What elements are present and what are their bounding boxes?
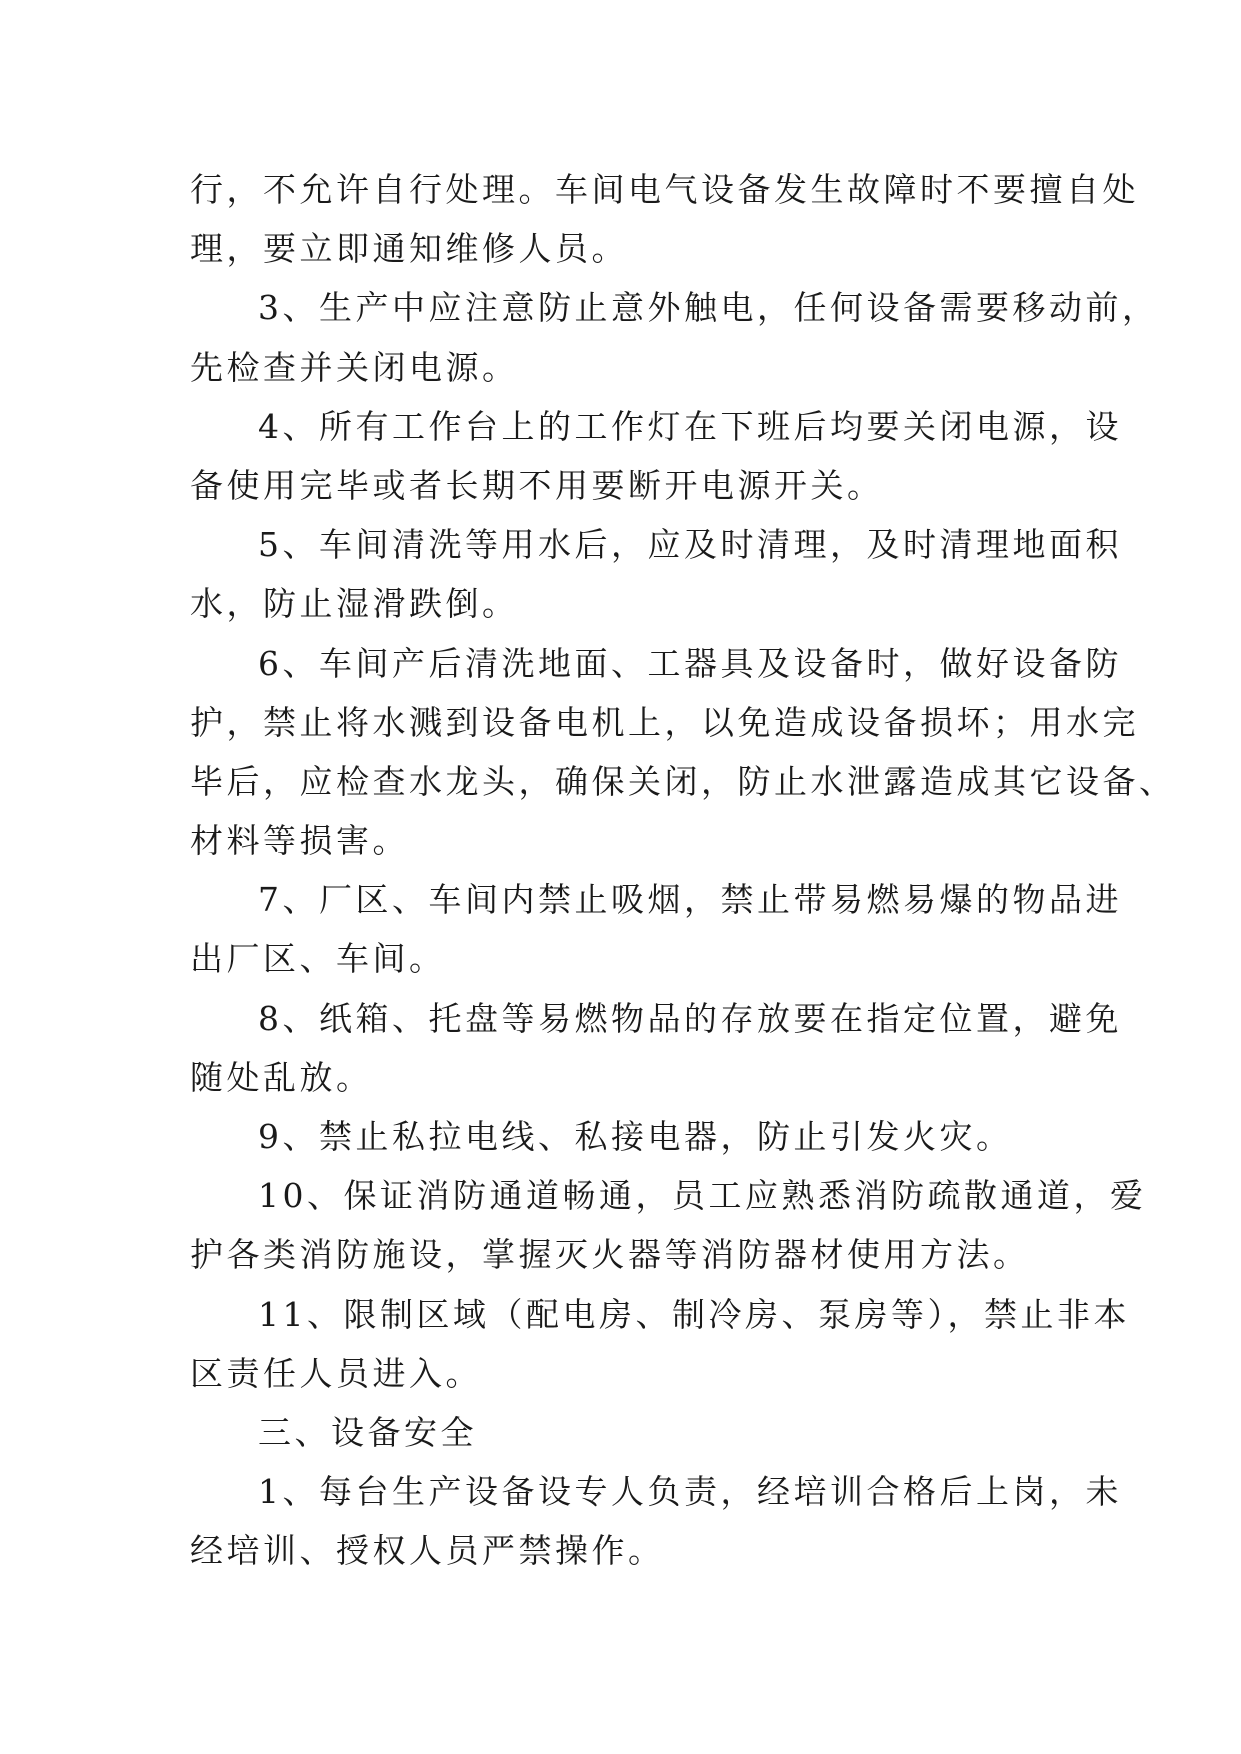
text-line: 备使用完毕或者长期不用要断开电源开关。 [190, 465, 884, 505]
text-line: 9、禁止私拉电线、私接电器，防止引发火灾。 [258, 1117, 1013, 1156]
text-line: 区责任人员进入。 [190, 1353, 482, 1393]
text-line: 10、保证消防通道畅通，员工应熟悉消防疏散通道，爱 [258, 1176, 1147, 1216]
text-line: 毕后，应检查水龙头，确保关闭，防止水泄露造成其它设备、 [190, 761, 1176, 801]
document-body [190, 160, 1176, 1581]
text-line: 11、限制区域（配电房、制冷房、泵房等），禁止非本 [258, 1294, 1130, 1334]
text-line: 理，要立即通知维修人员。 [190, 229, 628, 269]
text-line: 出厂区、车间。 [190, 939, 446, 979]
section-heading: 三、设备安全 [258, 1412, 477, 1452]
text-line: 5、车间清洗等用水后，应及时清理，及时清理地面积 [258, 525, 1122, 565]
text-line: 6、车间产后清洗地面、工器具及设备时，做好设备防 [258, 643, 1122, 683]
text-line: 经培训、授权人员严禁操作。 [190, 1531, 665, 1571]
text-line: 水，防止湿滑跌倒。 [190, 584, 519, 624]
text-line: 先检查并关闭电源。 [190, 347, 519, 387]
text-line: 材料等损害。 [190, 821, 409, 861]
text-line: 4、所有工作台上的工作灯在下班后均要关闭电源，设 [258, 406, 1122, 446]
text-line: 1、每台生产设备设专人负责，经培训合格后上岗，未 [258, 1472, 1122, 1512]
text-line: 随处乱放。 [190, 1057, 373, 1097]
text-line: 护，禁止将水溅到设备电机上，以免造成设备损坏；用水完 [190, 702, 1139, 742]
text-line: 行，不允许自行处理。车间电气设备发生故障时不要擅自处 [190, 170, 1139, 209]
text-line: 7、厂区、车间内禁止吸烟，禁止带易燃易爆的物品进 [258, 880, 1122, 920]
text-line: 护各类消防施设，掌握灭火器等消防器材使用方法。 [190, 1235, 1030, 1275]
text-line: 8、纸箱、托盘等易燃物品的存放要在指定位置，避免 [258, 998, 1122, 1038]
text-line: 3、生产中应注意防止意外触电，任何设备需要移动前， [258, 288, 1159, 328]
